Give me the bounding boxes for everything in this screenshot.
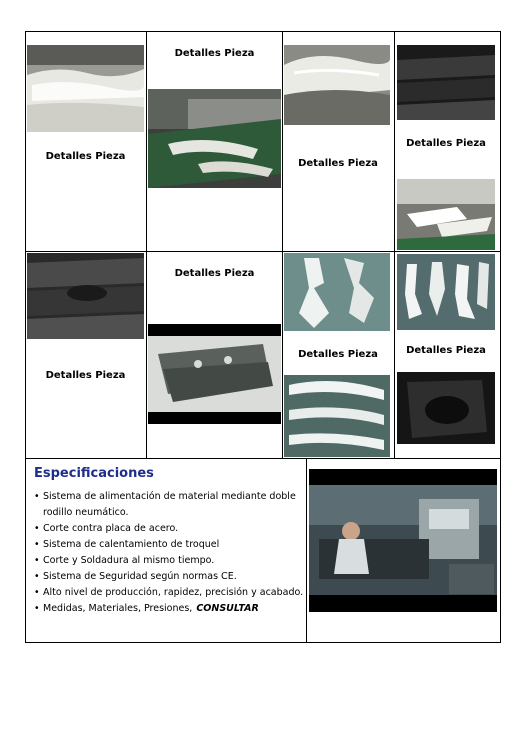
list-item (34, 601, 304, 617)
photo-gray-foam-pieces (148, 324, 281, 424)
photo-cut-pieces (397, 179, 495, 250)
list-item: • Corte contra placa de acero. (34, 521, 304, 537)
specs-title: Especificaciones (34, 466, 154, 481)
grid-line (146, 31, 147, 459)
photo-dark-foam-block (27, 253, 144, 339)
photo-caption: Detalles Pieza (406, 138, 486, 149)
photo-factory-operator (309, 469, 497, 612)
photo-cutting-machine (148, 89, 281, 188)
photo-caption: Detalles Pieza (298, 158, 378, 169)
photo-caption: Detalles Pieza (298, 349, 378, 360)
photo-white-foam-cutouts (397, 254, 495, 330)
grid-line (394, 31, 395, 459)
grid-line (25, 251, 501, 252)
grid-line (306, 458, 307, 643)
photo-caption: Detalles Pieza (45, 370, 126, 381)
photo-caption: Detalles Pieza (174, 48, 255, 59)
list-item: • Alto nivel de producción, rapidez, precisión y acabado. (34, 585, 304, 601)
grid-line (25, 458, 501, 459)
grid-line (282, 31, 283, 459)
specs-list (34, 489, 304, 617)
photo-foam-sheets (284, 45, 390, 125)
photo-white-foam-stack (27, 45, 144, 132)
list-item: • Sistema de alimentación de material mediante doble rodillo neumático. (34, 489, 304, 521)
photo-caption: Detalles Pieza (406, 345, 486, 356)
list-item: • Sistema de Seguridad según normas CE. (34, 569, 304, 585)
photo-white-foam-profile (284, 253, 390, 331)
consult-label: CONSULTAR (196, 603, 259, 614)
photo-caption: Detalles Pieza (45, 151, 126, 162)
photo-caption: Detalles Pieza (174, 268, 255, 279)
photo-dark-foam-stack (397, 45, 495, 120)
list-item-text: Medidas, Materiales, Presiones, (43, 603, 193, 614)
photo-white-foam-strips (284, 375, 390, 457)
list-item: • Sistema de calentamiento de troquel (34, 537, 304, 553)
list-item: • Corte y Soldadura al mismo tiempo. (34, 553, 304, 569)
photo-dark-foam-mold (397, 372, 495, 444)
